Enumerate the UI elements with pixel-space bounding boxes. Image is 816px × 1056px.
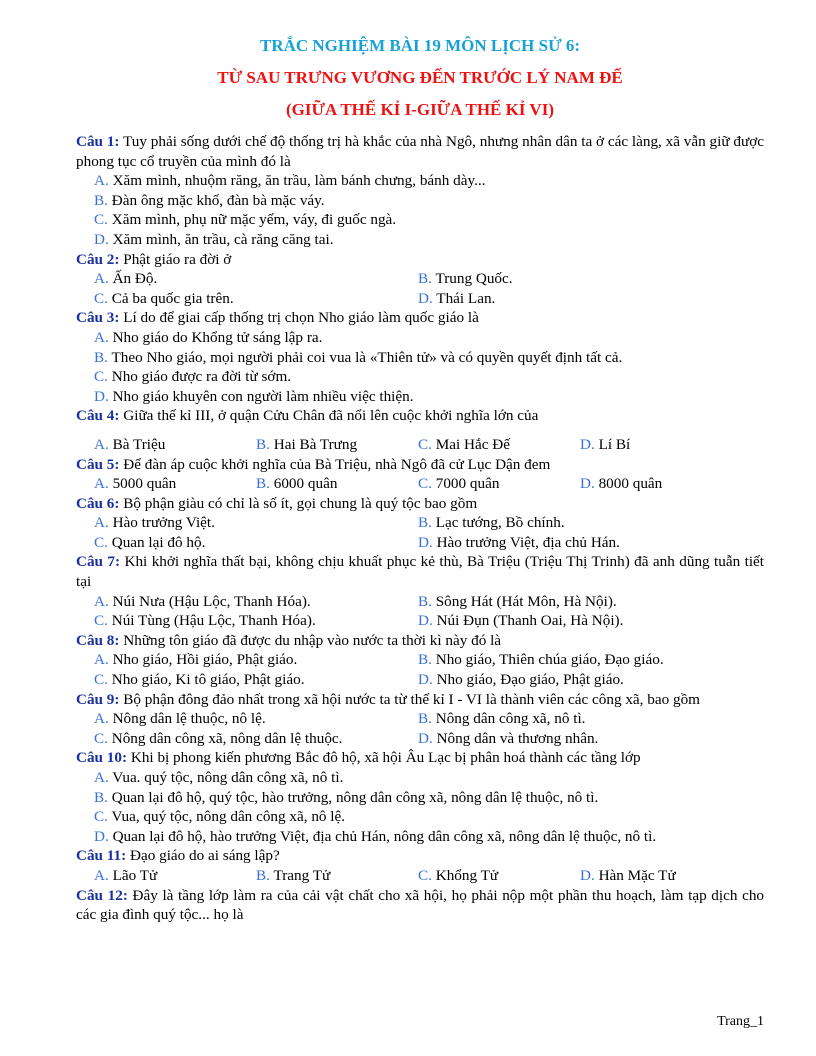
answer-option bbox=[94, 611, 418, 631]
answer-option bbox=[76, 210, 764, 230]
question-text: Đạo giáo do ai sáng lập? bbox=[130, 847, 280, 865]
option-text: Nho giáo khuyên con người làm nhiều việc thiện. bbox=[112, 387, 414, 405]
option-row bbox=[76, 513, 764, 533]
option-letter: D. bbox=[418, 729, 433, 747]
answer-option bbox=[94, 729, 418, 749]
question-number: Câu 8: bbox=[76, 631, 120, 649]
option-row bbox=[76, 611, 764, 631]
answer-option bbox=[94, 474, 256, 494]
option-letter: D. bbox=[418, 533, 433, 551]
option-letter: B. bbox=[418, 514, 432, 532]
option-text: Thái Lan. bbox=[436, 289, 496, 307]
question-number: Câu 12: bbox=[76, 886, 128, 904]
question bbox=[76, 250, 764, 309]
question-number: Câu 5: bbox=[76, 455, 120, 473]
option-letter: B. bbox=[418, 651, 432, 669]
question-number: Câu 10: bbox=[76, 749, 128, 767]
option-text: Nho giáo, Thiên chúa giáo, Đạo giáo. bbox=[435, 651, 664, 669]
option-letter: B. bbox=[256, 866, 270, 884]
option-text: 8000 quân bbox=[598, 475, 663, 493]
answer-option bbox=[94, 435, 256, 455]
option-letter: A. bbox=[94, 172, 109, 190]
question-text: Khi bị phong kiến phương Bắc đô hộ, xã hội Âu Lạc bị phân hoá thành các tầng lớp bbox=[130, 749, 641, 767]
option-text: Hào trưởng Việt, địa chủ Hán. bbox=[436, 533, 620, 551]
option-letter: B. bbox=[256, 435, 270, 453]
option-text: Trang Tử bbox=[273, 866, 331, 884]
question bbox=[76, 494, 764, 553]
option-text: Nho giáo, Hồi giáo, Phật giáo. bbox=[112, 651, 298, 669]
question-text: Để đàn áp cuộc khởi nghĩa của Bà Triệu, nhà Ngô đã cử Lục Dận đem bbox=[123, 455, 551, 473]
option-letter: C. bbox=[94, 368, 108, 386]
question bbox=[76, 631, 764, 690]
title-line-2: TỪ SAU TRƯNG VƯƠNG ĐẾN TRƯỚC LÝ NAM ĐẾ bbox=[217, 68, 623, 87]
answer-option bbox=[418, 435, 580, 455]
option-text: Quan lại đô hộ, quý tộc, hào trưởng, nông dân công xã, nông dân lệ thuộc, nô tì. bbox=[111, 788, 599, 806]
question-stem bbox=[76, 846, 764, 866]
answer-option bbox=[76, 788, 764, 808]
question-text: Đây là tầng lớp làm ra của cải vật chất cho xã hội, họ phải nộp một phần thu hoạch, làm tạp dịch cho các gia đình quý tộc... họ là bbox=[76, 886, 765, 924]
option-letter: A. bbox=[94, 769, 109, 786]
option-text: Ấn Độ. bbox=[112, 270, 158, 288]
question-number: Câu 9: bbox=[76, 690, 120, 708]
option-letter: C. bbox=[94, 612, 108, 630]
option-letter: C. bbox=[94, 289, 108, 307]
option-letter: B. bbox=[94, 191, 108, 209]
option-row bbox=[76, 729, 764, 749]
answer-option bbox=[94, 866, 256, 886]
option-letter: D. bbox=[418, 671, 433, 689]
option-text: Nông dân và thương nhân. bbox=[436, 729, 599, 747]
question-number: Câu 1: bbox=[76, 133, 120, 150]
option-text: Xăm mình, ăn trầu, cà răng căng tai. bbox=[112, 230, 334, 248]
option-text: Cả ba quốc gia trên. bbox=[111, 289, 234, 307]
option-row bbox=[76, 474, 764, 494]
option-letter: A. bbox=[94, 270, 109, 288]
option-text: 6000 quân bbox=[273, 475, 338, 493]
question-number: Câu 3: bbox=[76, 309, 120, 327]
option-text: 5000 quân bbox=[112, 475, 177, 493]
answer-option bbox=[256, 435, 418, 455]
option-letter: B. bbox=[418, 710, 432, 728]
answer-option bbox=[418, 474, 580, 494]
option-text: 7000 quân bbox=[435, 475, 500, 493]
option-text: Lão Tử bbox=[112, 866, 158, 884]
option-row bbox=[76, 592, 764, 612]
question bbox=[76, 690, 764, 749]
option-letter: D. bbox=[94, 387, 109, 405]
question bbox=[76, 748, 764, 846]
option-letter: C. bbox=[418, 866, 432, 884]
question-number: Câu 7: bbox=[76, 553, 121, 571]
option-letter: B. bbox=[256, 475, 270, 493]
question-stem bbox=[76, 631, 764, 651]
question bbox=[76, 308, 764, 406]
answer-option bbox=[94, 533, 418, 553]
question-stem bbox=[76, 494, 764, 514]
question-stem bbox=[76, 406, 764, 426]
option-row bbox=[76, 709, 764, 729]
answer-option bbox=[418, 533, 742, 553]
option-letter: D. bbox=[418, 612, 433, 630]
option-letter: C. bbox=[94, 808, 108, 826]
option-letter: B. bbox=[418, 592, 432, 610]
question-stem bbox=[76, 455, 764, 475]
option-text: Vua. quý tộc, nông dân công xã, nô tì. bbox=[112, 769, 344, 786]
answer-option bbox=[256, 474, 418, 494]
question-stem bbox=[76, 552, 764, 591]
option-text: Vua, quý tộc, nông dân công xã, nô lệ. bbox=[111, 808, 346, 826]
option-text: Núi Đụn (Thanh Oai, Hà Nội). bbox=[436, 612, 624, 630]
answer-option bbox=[76, 807, 764, 827]
question-list bbox=[76, 132, 764, 925]
option-letter: D. bbox=[580, 435, 595, 453]
answer-option bbox=[94, 269, 418, 289]
question-stem bbox=[76, 748, 764, 768]
option-text: Lạc tướng, Bồ chính. bbox=[435, 514, 565, 532]
option-text: Quan lại đô hộ, hào trưởng Việt, địa chủ Hán, nông dân công xã, nông dân lệ thuộc, nô tì. bbox=[112, 827, 657, 845]
option-letter: C. bbox=[418, 475, 432, 493]
answer-option bbox=[94, 670, 418, 690]
question-text: Những tôn giáo đã được du nhập vào nước ta thời kì này đó là bbox=[123, 631, 502, 649]
option-row bbox=[76, 289, 764, 309]
answer-option bbox=[76, 171, 764, 191]
answer-option bbox=[94, 513, 418, 533]
option-letter: B. bbox=[94, 788, 108, 806]
title-line-1: TRẮC NGHIỆM BÀI 19 MÔN LỊCH SỬ 6: bbox=[259, 36, 581, 55]
option-text: Hào trưởng Việt. bbox=[112, 514, 215, 532]
question-number: Câu 2: bbox=[76, 250, 120, 268]
answer-option bbox=[76, 328, 764, 348]
option-letter: D. bbox=[580, 475, 595, 493]
option-text: Nông dân công xã, nô tì. bbox=[435, 710, 586, 728]
answer-option bbox=[418, 269, 742, 289]
question bbox=[76, 406, 764, 454]
option-row bbox=[76, 533, 764, 553]
option-letter: B. bbox=[94, 348, 108, 366]
option-text: Núi Tùng (Hậu Lộc, Thanh Hóa). bbox=[111, 612, 316, 630]
answer-option bbox=[76, 191, 764, 211]
option-row bbox=[76, 269, 764, 289]
option-text: Nông dân công xã, nông dân lệ thuộc. bbox=[111, 729, 343, 747]
option-text: Sông Hát (Hát Môn, Hà Nội). bbox=[435, 592, 617, 610]
option-text: Bà Triệu bbox=[112, 435, 166, 453]
option-letter: A. bbox=[94, 710, 109, 728]
title-line-3: (GIỮA THẾ KỈ I-GIỮA THẾ KỈ VI) bbox=[286, 100, 554, 119]
option-letter: C. bbox=[94, 729, 108, 747]
question-stem bbox=[76, 250, 764, 270]
question-text: Phật giáo ra đời ở bbox=[123, 250, 232, 268]
answer-option bbox=[418, 289, 742, 309]
option-text: Khổng Tử bbox=[435, 866, 499, 884]
question-text: Lí do để giai cấp thống trị chọn Nho giáo làm quốc giáo là bbox=[123, 309, 479, 327]
option-letter: D. bbox=[94, 827, 109, 845]
option-row bbox=[76, 650, 764, 670]
option-text: Hai Bà Trưng bbox=[273, 435, 358, 453]
option-letter: A. bbox=[94, 475, 109, 493]
answer-option bbox=[76, 367, 764, 387]
question bbox=[76, 886, 764, 925]
question-text: Bộ phận giàu có chỉ là số ít, gọi chung là quý tộc bao gồm bbox=[123, 494, 478, 512]
option-text: Xăm mình, phụ nữ mặc yếm, váy, đi guốc ngà. bbox=[111, 211, 397, 229]
answer-option bbox=[418, 866, 580, 886]
question-text: Khi khởi nghĩa thất bại, không chịu khuất phục kẻ thù, Bà Triệu (Triệu Thị Trinh) đã anh dũng tuẫn tiết tại bbox=[76, 553, 764, 591]
option-text: Nho giáo, Ki tô giáo, Phật giáo. bbox=[111, 671, 305, 689]
answer-option bbox=[94, 592, 418, 612]
option-letter: A. bbox=[94, 328, 109, 346]
option-letter: C. bbox=[94, 671, 108, 689]
option-letter: A. bbox=[94, 435, 109, 453]
option-text: Đàn ông mặc khố, đàn bà mặc váy. bbox=[111, 191, 325, 209]
question-number: Câu 6: bbox=[76, 494, 120, 512]
option-text: Nho giáo, Đạo giáo, Phật giáo. bbox=[436, 671, 624, 689]
answer-option bbox=[418, 650, 742, 670]
answer-option bbox=[94, 709, 418, 729]
answer-option bbox=[76, 768, 764, 788]
answer-option bbox=[256, 866, 418, 886]
question-text: Tuy phải sống dưới chế độ thống trị hà khắc của nhà Ngô, nhưng nhân dân ta ở các làng, xã vẫn giữ được phong tục cổ truyền của mình đó là bbox=[76, 133, 764, 170]
option-letter: A. bbox=[94, 592, 109, 610]
option-text: Theo Nho giáo, mọi người phải coi vua là «Thiên tử» và có quyền quyết định tất cả. bbox=[111, 348, 623, 366]
answer-option bbox=[418, 611, 742, 631]
option-letter: D. bbox=[94, 230, 109, 248]
option-text: Núi Nưa (Hậu Lộc, Thanh Hóa). bbox=[112, 592, 311, 610]
option-row bbox=[76, 866, 764, 886]
option-text: Trung Quốc. bbox=[435, 270, 513, 288]
answer-option bbox=[76, 387, 764, 407]
option-letter: C. bbox=[94, 211, 108, 229]
option-text: Mai Hắc Đế bbox=[435, 435, 510, 453]
answer-option bbox=[418, 729, 742, 749]
option-text: Hàn Mặc Tử bbox=[598, 866, 676, 884]
answer-option bbox=[418, 670, 742, 690]
option-letter: D. bbox=[580, 866, 595, 884]
answer-option bbox=[94, 650, 418, 670]
answer-option bbox=[418, 513, 742, 533]
answer-option bbox=[418, 592, 742, 612]
page-number: Trang_1 bbox=[717, 1014, 764, 1029]
question-stem bbox=[76, 132, 764, 171]
question-stem bbox=[76, 690, 764, 710]
option-row bbox=[76, 435, 764, 455]
question bbox=[76, 552, 764, 630]
option-letter: B. bbox=[418, 270, 432, 288]
option-letter: A. bbox=[94, 651, 109, 669]
answer-option bbox=[94, 289, 418, 309]
option-row bbox=[76, 670, 764, 690]
answer-option bbox=[580, 474, 742, 494]
option-text: Quan lại đô hộ. bbox=[111, 533, 206, 551]
option-text: Nông dân lệ thuộc, nô lệ. bbox=[112, 710, 266, 728]
option-text: Nho giáo do Khổng tử sáng lập ra. bbox=[112, 328, 323, 346]
option-letter: C. bbox=[94, 533, 108, 551]
option-text: Lí Bí bbox=[598, 435, 631, 453]
question bbox=[76, 455, 764, 494]
question-text: Giữa thế kỉ III, ở quận Cửu Chân đã nổi lên cuộc khởi nghĩa lớn của bbox=[123, 407, 539, 425]
question-stem bbox=[76, 308, 764, 328]
option-text: Nho giáo được ra đời từ sớm. bbox=[111, 368, 292, 386]
option-letter: C. bbox=[418, 435, 432, 453]
question-stem bbox=[76, 886, 764, 925]
answer-option bbox=[580, 866, 742, 886]
option-letter: A. bbox=[94, 866, 109, 884]
option-text: Xăm mình, nhuộm răng, ăn trầu, làm bánh chưng, bánh dày... bbox=[112, 172, 486, 190]
answer-option bbox=[580, 435, 742, 455]
option-letter: A. bbox=[94, 514, 109, 532]
question-number: Câu 4: bbox=[76, 407, 120, 425]
question bbox=[76, 846, 764, 885]
answer-option bbox=[76, 348, 764, 368]
question bbox=[76, 132, 764, 250]
answer-option bbox=[418, 709, 742, 729]
answer-option bbox=[76, 827, 764, 847]
option-letter: D. bbox=[418, 289, 433, 307]
document-title bbox=[76, 30, 764, 126]
answer-option bbox=[76, 230, 764, 250]
question-text: Bộ phận đông đảo nhất trong xã hội nước ta từ thế kỉ I - VI là thành viên các công xã, bao gồm bbox=[123, 690, 700, 708]
question-number: Câu 11: bbox=[76, 847, 127, 865]
